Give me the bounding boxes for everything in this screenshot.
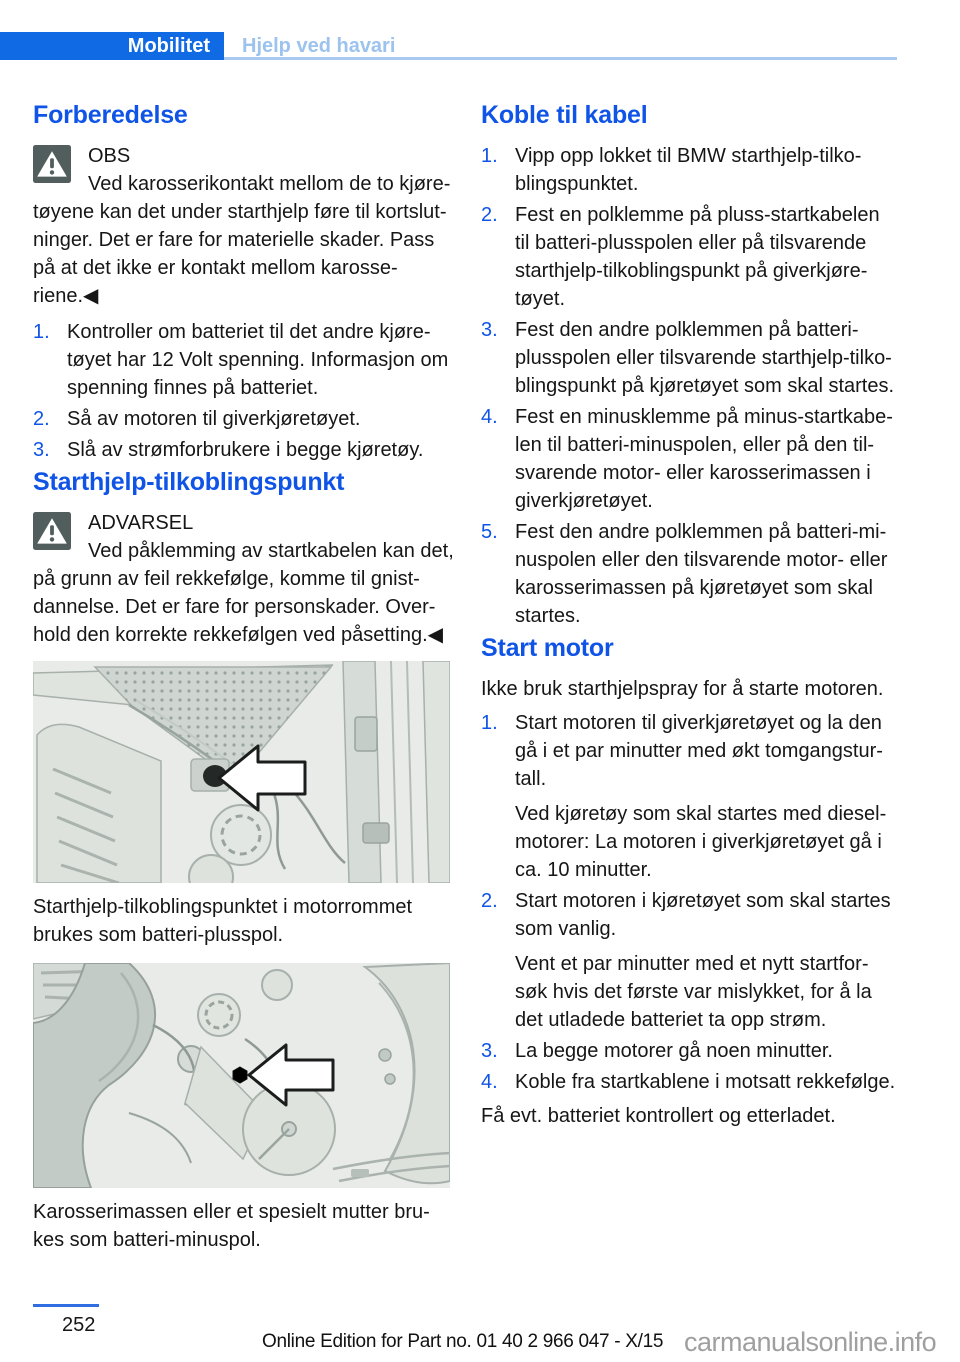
- list-item: [481, 1068, 923, 1096]
- text-line: gå i et par minutter med økt tomgangstur-: [515, 740, 883, 762]
- list-item: [481, 201, 923, 313]
- list-item: [33, 436, 453, 464]
- list-number: 2.: [481, 890, 498, 912]
- list-item: [481, 709, 923, 884]
- text-line: spenning finnes på batteriet.: [67, 377, 319, 399]
- text-line: kes som batteri-minuspol.: [33, 1229, 261, 1251]
- section-heading-koble-til-kabel: Koble til kabel: [481, 101, 648, 129]
- text-line: til batteri-plusspolen eller på tilsvarende: [515, 232, 867, 254]
- text-line: Så av motoren til giverkjøretøyet.: [67, 408, 361, 430]
- warning-triangle-icon: [33, 512, 71, 550]
- text-line: Fest en minusklemme på minus-startkabe-: [515, 406, 893, 428]
- text-line: blingspunkt på kjøretøyet som skal startes.: [515, 375, 895, 397]
- list-number: 2.: [481, 204, 498, 226]
- list-number: 1.: [481, 145, 498, 167]
- list-number: 1.: [481, 712, 498, 734]
- text-line: tøyene kan det under starthjelp føre til kortslut-: [33, 201, 447, 223]
- footer-rule: [33, 1304, 99, 1307]
- text-line: karosserimassen på kjøretøyet som skal: [515, 577, 873, 599]
- text-line: tøyet har 12 Volt spenning. Informasjon om: [67, 349, 449, 371]
- warning-triangle-icon: [33, 145, 71, 183]
- list-item: [481, 403, 923, 515]
- advarsel-warning-block: [33, 509, 453, 649]
- obs-warning-block: [33, 142, 453, 310]
- text-line: giverkjøretøyet.: [515, 490, 653, 512]
- text-line: motorer: La motoren i giverkjøretøyet gå i: [515, 831, 882, 853]
- watermark: carmanualsonline.info: [684, 1327, 937, 1357]
- text-line: Start motoren i kjøretøyet som skal startes: [515, 890, 891, 912]
- text-line: Fest en polklemme på pluss-startkabelen: [515, 204, 880, 226]
- text-line: Koble fra startkablene i motsatt rekkefølge.: [515, 1071, 896, 1093]
- text-line: Fest den andre polklemmen på batteri-: [515, 319, 859, 341]
- tab-mobilitet[interactable]: [0, 32, 224, 60]
- text-line: len til batteri-minuspolen, eller på den til-: [515, 434, 875, 456]
- list-item: [481, 518, 923, 630]
- list-number: 4.: [481, 406, 498, 428]
- start-motor-list: [481, 709, 923, 1096]
- text-line: startes.: [515, 605, 581, 627]
- text-line: hold den korrekte rekkefølgen ved påsetting.◀: [33, 624, 444, 646]
- left-column: [33, 100, 453, 1268]
- list-item: [481, 316, 923, 400]
- text-line: dannelse. Det er fare for personskader. Over-: [33, 596, 436, 618]
- list-number: 3.: [481, 1040, 498, 1062]
- tab-mobilitet-label: Mobilitet: [127, 34, 210, 57]
- list-number: 2.: [33, 408, 50, 430]
- text-line: Ved påklemming av startkabelen kan det,: [88, 540, 454, 562]
- text-line: Slå av strømforbrukere i begge kjøretøy.: [67, 439, 424, 461]
- start-motor-intro: Ikke bruk starthjelpspray for å starte motoren.: [481, 678, 884, 700]
- text-line: tall.: [515, 768, 547, 790]
- list-number: 5.: [481, 521, 498, 543]
- section-heading-start-motor: Start motor: [481, 634, 614, 662]
- text-line: ninger. Det er fare for materielle skader. Pass: [33, 229, 435, 251]
- text-line: Vent et par minutter med et nytt startfor-: [515, 953, 869, 975]
- text-line: Ved karosserikontakt mellom de to kjøre-: [88, 173, 451, 195]
- text-line: Starthjelp-tilkoblingspunktet i motorrommet: [33, 896, 413, 918]
- text-line: ca. 10 minutter.: [515, 859, 652, 881]
- list-number: 3.: [481, 319, 498, 341]
- figure-engine-bay-ground-point: [33, 963, 453, 1188]
- text-line: Fest den andre polklemmen på batteri-mi-: [515, 521, 887, 543]
- warning-title: OBS: [88, 145, 131, 167]
- text-line: Karosserimassen eller et spesielt mutter bru-: [33, 1201, 430, 1223]
- list-number: 1.: [33, 321, 50, 343]
- text-line: plusspolen eller tilsvarende starthjelp-tilko-: [515, 347, 892, 369]
- text-line: på at det ikke er kontakt mellom karosse-: [33, 257, 398, 279]
- text-line: Ved kjøretøy som skal startes med diesel-: [515, 803, 887, 825]
- start-motor-outro: Få evt. batteriet kontrollert og etterladet.: [481, 1105, 836, 1127]
- text-line: tøyet.: [515, 288, 566, 310]
- text-line: Start motoren til giverkjøretøyet og la den: [515, 712, 882, 734]
- section-heading-starthjelp: Starthjelp-tilkoblingspunkt: [33, 468, 345, 496]
- figure-engine-bay-plus-terminal: [33, 661, 453, 883]
- warning-title: ADVARSEL: [88, 512, 194, 534]
- tab-hjelp-ved-havari[interactable]: Hjelp ved havari: [242, 35, 396, 57]
- list-number: 4.: [481, 1071, 498, 1093]
- list-number: 3.: [33, 439, 50, 461]
- text-line: La begge motorer gå noen minutter.: [515, 1040, 833, 1062]
- text-line: søk hvis det første var mislykket, for å la: [515, 981, 872, 1003]
- right-column: [481, 100, 923, 1130]
- text-line: brukes som batteri-plusspol.: [33, 924, 284, 946]
- figure-caption: [33, 1198, 453, 1254]
- header-underline: [224, 57, 897, 60]
- text-line: Vipp opp lokket til BMW starthjelp-tilko-: [515, 145, 862, 167]
- cable-connect-list: [481, 142, 923, 630]
- list-item: [33, 405, 453, 433]
- text-line: som vanlig.: [515, 918, 617, 940]
- text-line: på grunn av feil rekkefølge, komme til gnist-: [33, 568, 420, 590]
- text-line: svarende motor- eller karosserimassen i: [515, 462, 871, 484]
- list-item: [481, 1037, 923, 1065]
- text-line: blingspunktet.: [515, 173, 639, 195]
- text-line: det utladede batteriet ta opp strøm.: [515, 1009, 827, 1031]
- figure-caption: [33, 893, 453, 949]
- section-heading-forberedelse: Forberedelse: [33, 101, 188, 129]
- text-line: riene.◀: [33, 285, 99, 307]
- list-item: [33, 318, 453, 402]
- page-number: 252: [62, 1314, 96, 1336]
- preparation-list: [33, 318, 453, 464]
- text-line: nuspolen eller den tilsvarende motor- eller: [515, 549, 888, 571]
- footer-edition: Online Edition for Part no. 01 40 2 966 047 - X/15: [262, 1331, 664, 1352]
- list-item: [481, 142, 923, 198]
- text-line: starthjelp-tilkoblingspunkt på giverkjøre-: [515, 260, 868, 282]
- text-line: Kontroller om batteriet til det andre kjøre-: [67, 321, 431, 343]
- list-item: [481, 887, 923, 1034]
